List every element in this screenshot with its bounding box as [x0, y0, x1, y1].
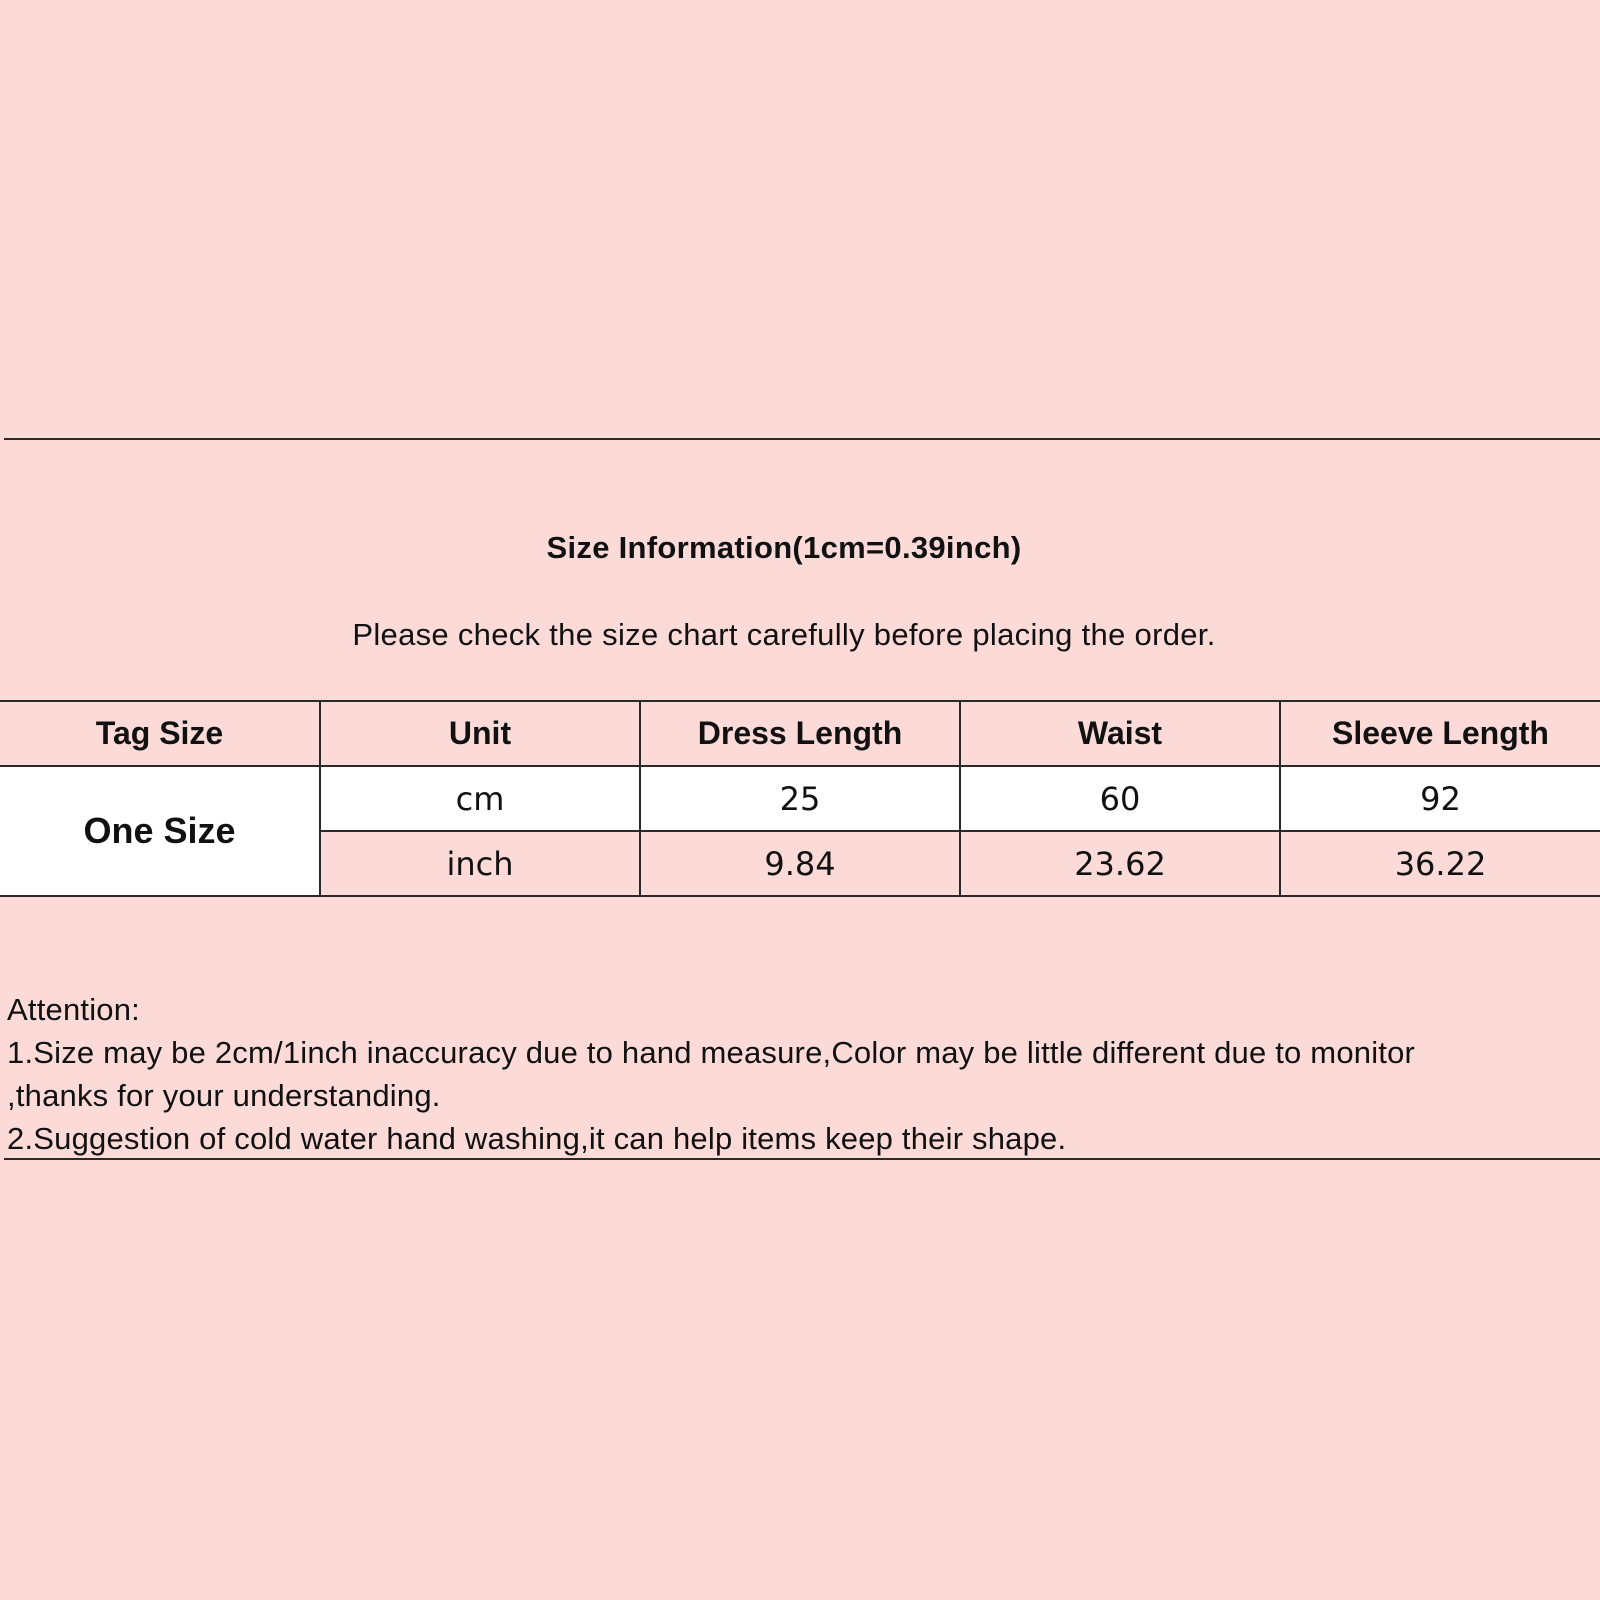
attention-line: 1.Size may be 2cm/1inch inaccuracy due to hand measure,Color may be little different due to monitor	[7, 1035, 1416, 1070]
attention-notes	[7, 988, 1587, 1160]
header-waist: Waist	[960, 701, 1280, 766]
bottom-divider	[4, 1158, 1600, 1160]
sleeve-length-cell: 92	[1280, 766, 1600, 831]
size-chart-table	[0, 700, 1600, 897]
attention-heading: Attention:	[7, 992, 140, 1027]
table-row-cm	[0, 766, 1600, 831]
attention-line: ,thanks for your understanding.	[7, 1078, 441, 1113]
table-header-row	[0, 701, 1600, 766]
top-divider	[4, 438, 1600, 440]
header-unit: Unit	[320, 701, 640, 766]
unit-cell: inch	[320, 831, 640, 896]
unit-cell: cm	[320, 766, 640, 831]
waist-cell: 60	[960, 766, 1280, 831]
dress-length-cell: 25	[640, 766, 960, 831]
header-sleeve-length: Sleeve Length	[1280, 701, 1600, 766]
header-tag-size: Tag Size	[0, 701, 320, 766]
attention-line: 2.Suggestion of cold water hand washing,it can help items keep their shape.	[7, 1121, 1067, 1156]
page-title: Size Information(1cm=0.39inch)	[546, 530, 1022, 565]
dress-length-cell: 9.84	[640, 831, 960, 896]
waist-cell: 23.62	[960, 831, 1280, 896]
header-dress-length: Dress Length	[640, 701, 960, 766]
tag-size-cell: One Size	[0, 766, 320, 896]
page-subtitle: Please check the size chart carefully before placing the order.	[352, 617, 1216, 652]
sleeve-length-cell: 36.22	[1280, 831, 1600, 896]
